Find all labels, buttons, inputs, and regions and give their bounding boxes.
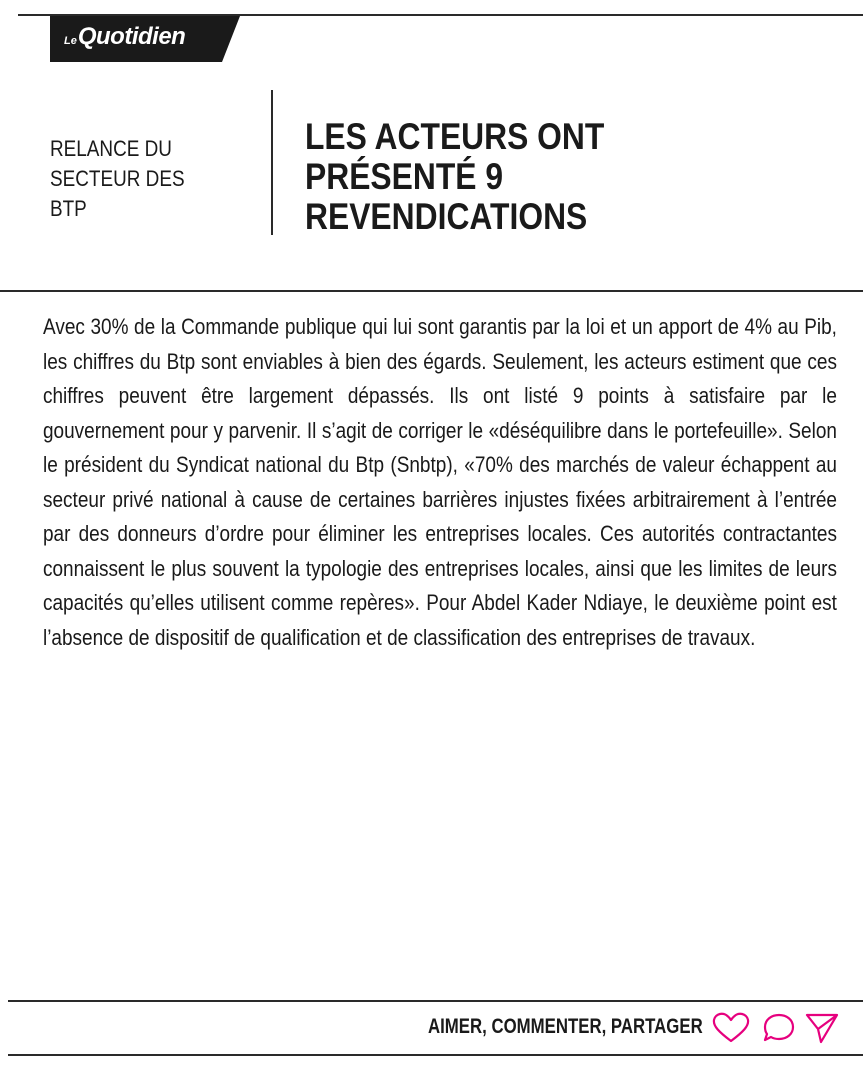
article-headline: LES ACTEURS ONT PRÉSENTÉ 9 REVENDICATIONS xyxy=(305,116,605,237)
logo xyxy=(50,16,240,62)
section-kicker: RELANCE DU SECTEUR DES BTP xyxy=(50,136,185,221)
share-icon[interactable] xyxy=(804,1011,840,1050)
footer-cta-text: AIMER, COMMENTER, PARTAGER xyxy=(428,1015,703,1038)
logo-prefix: Le xyxy=(64,35,77,47)
logo-name: Quotidien xyxy=(77,23,186,50)
header-bottom-rule xyxy=(0,290,863,292)
footer-bottom-rule xyxy=(8,1054,863,1056)
footer-top-rule xyxy=(8,1000,863,1002)
article-body: Avec 30% de la Commande publique qui lui sont garantis par la loi et un apport de 4% au Pib, les chiffres du Btp sont enviables à bien des égards. Seulement, les acteurs estiment que ces chiffres peuvent être largement dépassés. Ils ont listé 9 points à satisfaire par le gouvernement pour y parvenir. Il s’agit de corriger le «déséquilibre dans le portefeuille». Selon le président du Syndicat national du Btp (Snbtp), «70% des marchés de valeur échappent au secteur privé national à cause de certaines barrières injustes fixées arbitrairement à l’entrée par des donneurs d’ordre pour éliminer les entreprises locales. Ces autorités contractantes connaissent le plus souvent la typologie des entreprises locales, ainsi que les limites de leurs capacités qu’elles utilisent comme repères». Pour Abdel Kader Ndiaye, le deuxième point est l’absence de dispositif de qualification et de classification des entreprises de travaux. xyxy=(43,314,837,650)
comment-icon[interactable] xyxy=(761,1012,797,1049)
heart-icon[interactable] xyxy=(711,1012,751,1049)
header-divider xyxy=(271,90,273,235)
logo-wordmark xyxy=(64,23,185,51)
